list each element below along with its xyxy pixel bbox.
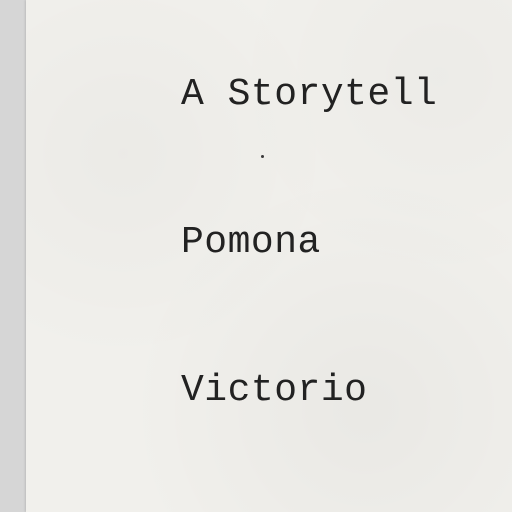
text-line-pomona: Pomona — [181, 221, 321, 264]
text-line-victorio: Victorio — [181, 369, 368, 412]
text-line-title: A Storytell — [181, 73, 438, 116]
ink-speck — [261, 155, 264, 158]
